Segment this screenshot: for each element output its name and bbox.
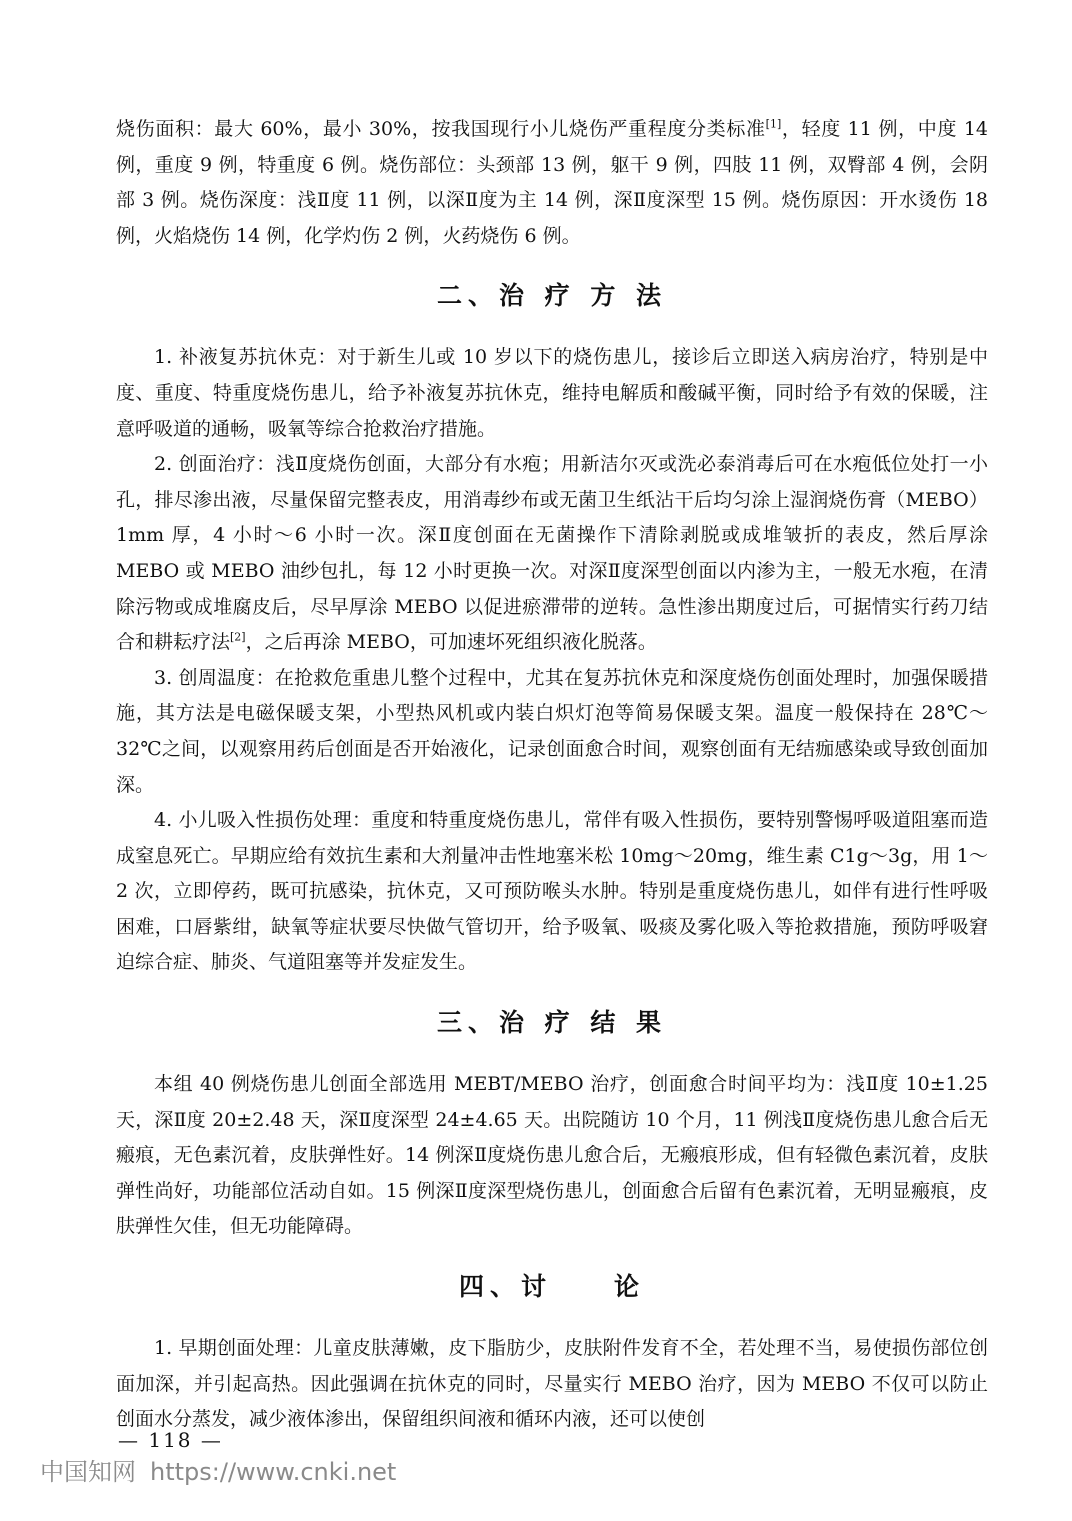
methods-p2-text-a: 2. 创面治疗：浅Ⅱ度烧伤创面，大部分有水疱；用新洁尔灭或洗必泰消毒后可在水疱低位处打一小孔，排尽渗出液，尽量保留完整表皮，用消毒纱布或无菌卫生纸沾干后均匀涂上湿润烧伤膏（MEBO）1mm 厚，4 小时～6 小时一次。深Ⅱ度创面在无菌操作下清除剥脱或成堆皱折的表皮，然后厚涂 MEBO 或 MEBO 油纱包扎，每 12 小时更换一次。对深Ⅱ度深型创面以内渗为主，一般无水疱，在清除污物或成堆腐皮后，尽早厚涂 MEBO 以促进瘀滞带的逆转。急性渗出期度过后，可据情实行药刀结合和耕耘疗法: [116, 453, 988, 654]
watermark-url[interactable]: https://www.cnki.net: [150, 1458, 397, 1486]
discussion-paragraph-1: 1. 早期创面处理：儿童皮肤薄嫩，皮下脂肪少，皮肤附件发育不全，若处理不当，易使损伤部位创面加深，并引起高热。因此强调在抗休克的同时，尽量实行 MEBO 治疗，因为 MEBO 不仅可以防止创面水分蒸发，减少液体渗出，保留组织间液和循环内液，还可以使创: [116, 1337, 988, 1431]
methods-paragraph-2: [116, 447, 988, 661]
intro-paragraph: [116, 112, 988, 254]
section-heading-discussion: 四、讨 论: [458, 1272, 645, 1302]
results-paragraph-1: 本组 40 例烧伤患儿创面全部选用 MEBT/MEBO 治疗，创面愈合时间平均为：浅Ⅱ度 10±1.25 天，深Ⅱ度 20±2.48 天，深Ⅱ度深型 24±4.65 天。出院随访 10 个月，11 例浅Ⅱ度烧伤患儿愈合后无瘢痕，无色素沉着，皮肤弹性好。14 例深Ⅱ度烧伤患儿愈合后，无瘢痕形成，但有轻微色素沉着，皮肤弹性尚好，功能部位活动自如。15 例深Ⅱ度深型烧伤患儿，创面愈合后留有色素沉着，无明显瘢痕，皮肤弹性欠佳，但无功能障碍。: [116, 1073, 988, 1238]
section-heading-results: 三、治 疗 结 果: [436, 1008, 668, 1038]
page-body: [116, 112, 988, 1438]
methods-paragraph-1: 1. 补液复苏抗休克：对于新生儿或 10 岁以下的烧伤患儿，接诊后立即送入病房治疗，特别是中度、重度、特重度烧伤患儿，给予补液复苏抗休克，维持电解质和酸碱平衡，同时给予有效的保暖，注意呼吸道的通畅，吸氧等综合抢救治疗措施。: [116, 346, 988, 440]
methods-paragraph-4: 4. 小儿吸入性损伤处理：重度和特重度烧伤患儿，常伴有吸入性损伤，要特别警惕呼吸道阻塞而造成窒息死亡。早期应给有效抗生素和大剂量冲击性地塞米松 10mg～20mg，维生素 C1g～3g，用 1～2 次，立即停药，既可抗感染，抗休克，又可预防喉头水肿。特别是重度烧伤患儿，如伴有进行性呼吸困难，口唇紫绀，缺氧等症状要尽快做气管切开，给予吸氧、吸痰及雾化吸入等抢救措施，预防呼吸窘迫综合症、肺炎、气道阻塞等并发症发生。: [116, 809, 988, 974]
intro-text-b: ，轻度 11 例，中度 14 例，重度 9 例，特重度 6 例。烧伤部位：头颈部 13 例，躯干 9 例，四肢 11 例，双臀部 4 例，会阴部 3 例。烧伤深度：浅Ⅱ度 11 例，以深Ⅱ度为主 14 例，深Ⅱ度深型 15 例。烧伤原因：开水烫伤 18 例，火焰烧伤 14 例，化学灼伤 2 例，火药烧伤 6 例。: [116, 118, 988, 247]
citation-ref-1[interactable]: [1]: [765, 117, 782, 131]
section-heading-methods: 二、治 疗 方 法: [436, 281, 668, 311]
citation-ref-2[interactable]: [2]: [230, 630, 246, 644]
watermark-brand: 中国知网: [40, 1458, 136, 1486]
methods-p2-text-b: ，之后再涂 MEBO，可加速坏死组织液化脱落。: [245, 631, 657, 654]
cnki-watermark[interactable]: [40, 1452, 396, 1487]
intro-text-a: 烧伤面积：最大 60%，最小 30%，按我国现行小儿烧伤严重程度分类标准: [116, 118, 766, 140]
methods-paragraph-3: 3. 创周温度：在抢救危重患儿整个过程中，尤其在复苏抗休克和深度烧伤创面处理时，加强保暖措施，其方法是电磁保暖支架，小型热风机或内装白炽灯泡等简易保暖支架。温度一般保持在 28℃～32℃之间，以观察用药后创面是否开始液化，记录创面愈合时间，观察创面有无结痂感染或导致创面加深。: [116, 666, 988, 796]
page-number: — 118 —: [118, 1428, 223, 1452]
